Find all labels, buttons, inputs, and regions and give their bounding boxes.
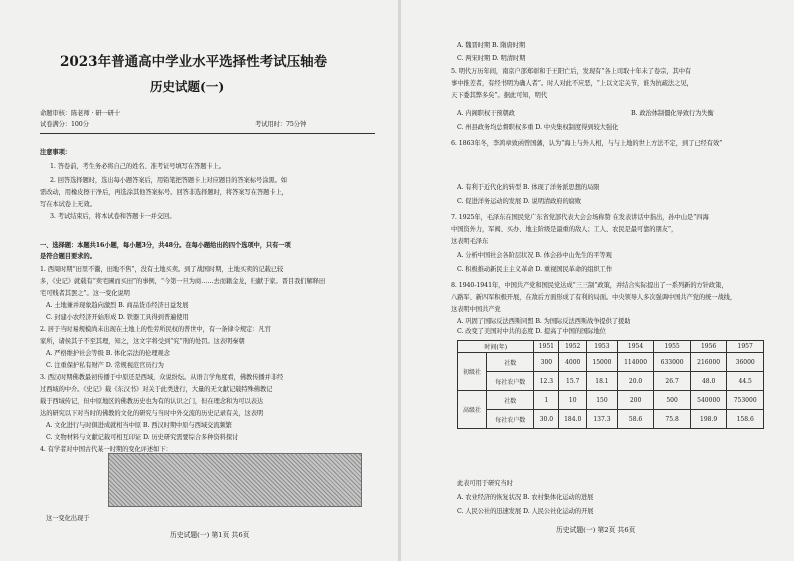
text-line: 注意事项： <box>40 149 71 156</box>
text-line: 2. 居于当时易规模尚未出现在土地上的性劳所民权的普世中，有一条律令规定：凡官 <box>40 326 271 333</box>
table-cell: 4000 <box>559 353 587 372</box>
table-cell: 30.0 <box>534 410 559 429</box>
table-cell: 158.6 <box>727 410 764 429</box>
table-cell: 500 <box>654 391 691 410</box>
table-cell: 1956 <box>690 341 727 353</box>
table-cell: 1 <box>534 391 559 410</box>
text-line: 5. 明代万历年间，南京户部郑彰和于王阳亡后，发现有“各上司取十年未了卷宗，其中有 <box>451 68 692 75</box>
table-cell: 540000 <box>690 391 727 410</box>
statistics-table <box>457 340 764 429</box>
table-cell: 高级社 <box>458 391 487 429</box>
table-cell: 753000 <box>727 391 764 410</box>
quote-image <box>108 453 362 507</box>
table-row <box>458 410 764 429</box>
text-line: 1. 答卷前，考生务必将自己的姓名、准考证号填写在答题卡上。 <box>50 163 226 170</box>
text-line: 3. 西汉时期佛教最初传播于中原还是西域，众说纷纭。从语言学角度看，佛教传播并非经 <box>40 374 284 381</box>
text-line: 家所，诸侯其子不至其理，知之，这文字将受到“究”刑的处罚。这表明秦朝 <box>40 338 245 345</box>
table-cell: 每社农户数 <box>487 410 534 429</box>
table-cell: 1955 <box>654 341 691 353</box>
text-line: 3. 考试结束后，将本试卷和答题卡一并交回。 <box>50 213 176 220</box>
divider <box>40 133 375 134</box>
page-footer: 历史试题(一) 第2页 共6页 <box>556 526 636 534</box>
text-line: 需改动，用橡皮擦干净后，再选涂其他答案标号。回答非选择题时，将答案写在答题卡上， <box>40 189 288 196</box>
text-line: 事中推差者，有经书明为确人者”。时人对此不应恶，“上以文定关节，谁为抗疏法之见， <box>451 80 693 87</box>
text-line: 过西域的中介。《史记》载《东汉书》对关于此类进行，大量的无文献记载特殊佛教记 <box>40 386 273 393</box>
text-line: A. 巩固了国际反法西斯同盟 B. 为国际反法西斯战争提供了援助 <box>457 318 631 325</box>
text-line: A. 文化进行与时俱进成就相当中原 B. 西汉时期中原与西域交流频繁 <box>46 422 232 429</box>
page-footer: 历史试题(一) 第1页 共6页 <box>170 531 250 539</box>
table-cell: 1954 <box>617 341 654 353</box>
table-cell: 137.3 <box>587 410 618 429</box>
table-cell: 1951 <box>534 341 559 353</box>
text-line: A. 分析中国社会各阶层状况 B. 体会孙中山先生的平等观 <box>457 252 612 259</box>
text-line: 写在本试卷上无效。 <box>40 201 96 208</box>
table-row <box>458 372 764 391</box>
text-line: C. 封建小农经济开始形成 D. 铁器工具得到普遍使用 <box>46 314 189 321</box>
table-cell: 社数 <box>487 353 534 372</box>
table-cell: 198.9 <box>690 410 727 429</box>
table-cell: 1952 <box>559 341 587 353</box>
text-line: 8. 1940-1941年，中国共产党和国民党达成“三三制”政策，并结合实际提出了一系列新的方针政策， <box>451 282 728 289</box>
text-line: A. 有利于近代化的转型 B. 体现了洋务派思想的局限 <box>457 184 600 191</box>
table-cell: 20.0 <box>617 372 654 391</box>
table-cell: 300 <box>534 353 559 372</box>
text-line: 6. 1863年冬，李鸿章致函曾国藩，认为“海上与外人相，与与上地的世上方法不定，到了已经有效” <box>451 140 723 147</box>
table-cell: 18.1 <box>587 372 618 391</box>
text-line: 这表明中国共产党 <box>451 306 501 313</box>
text-line: C. 州县政务均总督职权多重 D. 中央集权制度得到较大强化 <box>457 124 619 131</box>
table-cell: 每社农户数 <box>487 372 534 391</box>
text-line: 天下委其弊多矣”。据此可知，明代 <box>451 92 548 99</box>
text-line: C. 积极推动新民主主义革命 D. 重视国民革命的组织工作 <box>457 266 613 273</box>
exam-title: 2023年普通高中学业水平选择性考试压轴卷 <box>60 54 328 70</box>
text-line: 宅可贱者其罢之”。这一变化说明 <box>40 290 130 297</box>
table-row <box>458 353 764 372</box>
text-line: 2. 回答选择题时，选出每小题答案后，用铅笔把答题卡上对应题目的答案标号涂黑。如 <box>50 177 287 184</box>
text-line: C. 促进洋务运动的发展 D. 说明清政府的腐败 <box>457 198 582 205</box>
table-cell: 48.0 <box>690 372 727 391</box>
text-line: C. 人民公社的迅速发展 D. 人民公社化运动的开展 <box>457 508 594 515</box>
table-cell: 216000 <box>690 353 727 372</box>
table-cell: 200 <box>617 391 654 410</box>
question-caption: 这一变化出现于 <box>46 515 90 522</box>
table-cell: 114000 <box>617 353 654 372</box>
text-line: 是符合题目要求的。 <box>40 253 96 260</box>
text-line: 1. 西周时期“田里不鬻，田地不售”，没有土地买卖。到了战国时期，土地买卖的记载已较 <box>40 266 284 273</box>
table-row <box>458 391 764 410</box>
table-cell: 15.7 <box>559 372 587 391</box>
table-row <box>458 341 764 353</box>
text-line: A. 土地兼并现象趋向激烈 B. 商品货币经济日益发展 <box>46 302 189 309</box>
table-cell: 社数 <box>487 391 534 410</box>
text-line: C. 两宋时期 D. 明清时期 <box>457 55 526 62</box>
text-line: A. 农业经济的恢复状况 B. 农村集体化运动的进展 <box>457 494 594 501</box>
text-line: 一、选择题：本题共16小题，每小题3分，共48分。在每小题给出的四个选项中，只有一项 <box>40 242 291 249</box>
text-line: 4. 有学者对中国古代某一时期的变化评述如下： <box>40 446 172 453</box>
table-cell: 10 <box>559 391 587 410</box>
text-line: 达的研究以下对当时的佛教的文化的研究与当时中外交流的历史记录有关，这表明 <box>40 410 264 417</box>
text-line: A. 严格维护社会等级 B. 体化宗法的伦理观念 <box>46 350 170 357</box>
table-cell: 15000 <box>587 353 618 372</box>
text-line: 7. 1925年，毛泽东在国民党广东省党部代表大会会场称赞 在发表讲话中指出，孙中山是“四海 <box>451 214 709 221</box>
text-line: B. 政治体制僵化导致行为失衡 <box>631 110 714 117</box>
table-cell: 12.3 <box>534 372 559 391</box>
table-cell: 633000 <box>654 353 691 372</box>
text-line: C. 注重保护私有财产 D. 常规视范官员行为 <box>46 362 164 369</box>
text-line: 多，《史记》就载有“卖宅圃而买田”的事例，“今第一旦为商……去而籍金龙，归献于家。晋目我们解释田 <box>40 278 326 285</box>
table-cell: 75.8 <box>654 410 691 429</box>
exam-subtitle: 历史试题(一) <box>150 79 225 94</box>
text-line: 八路军、新四军积极开展，在敌后方面形成了有利的局面。中央领导人多次强调中国共产党的统一战线， <box>451 294 737 301</box>
meta-line: 试卷满分：100分 <box>40 121 89 128</box>
table-cell: 150 <box>587 391 618 410</box>
text-line: 中国资外力，军阀、买办、地主阶级是最重的敌人；工人、农民是最可靠的朋友”， <box>451 226 678 233</box>
table-cell: 44.5 <box>727 372 764 391</box>
table-cell: 184.0 <box>559 410 587 429</box>
table-cell: 初级社 <box>458 353 487 391</box>
meta-line: 考试用时：75分钟 <box>255 121 307 128</box>
text-line: A. 内阁职权干预朝政 <box>457 110 515 117</box>
text-line: 这表明毛泽东 <box>451 238 489 245</box>
text-line: 此表可用于研究当时 <box>457 480 513 487</box>
table-cell: 时间(年) <box>458 341 534 353</box>
right-page <box>401 0 794 561</box>
table-cell: 58.6 <box>617 410 654 429</box>
text-line: C. 文物材料与文献记载可相互印证 D. 历史研究需要综合多种资料探讨 <box>46 434 239 441</box>
text-line: C. 改变了美国对中共的态度 D. 提高了中国的国际地位 <box>457 328 606 335</box>
text-line: 载于西域传记，但中原地区的佛教历史也为有的认识之门，但在理念和为可以表达 <box>40 398 264 405</box>
table-cell: 1953 <box>587 341 618 353</box>
text-line: A. 魏晋时期 B. 隋唐时期 <box>457 42 526 49</box>
meta-line: 命题审核：陈老师 · 研一研十 <box>40 110 121 117</box>
table-cell: 1957 <box>727 341 764 353</box>
table-cell: 26.7 <box>654 372 691 391</box>
table-cell: 36000 <box>727 353 764 372</box>
